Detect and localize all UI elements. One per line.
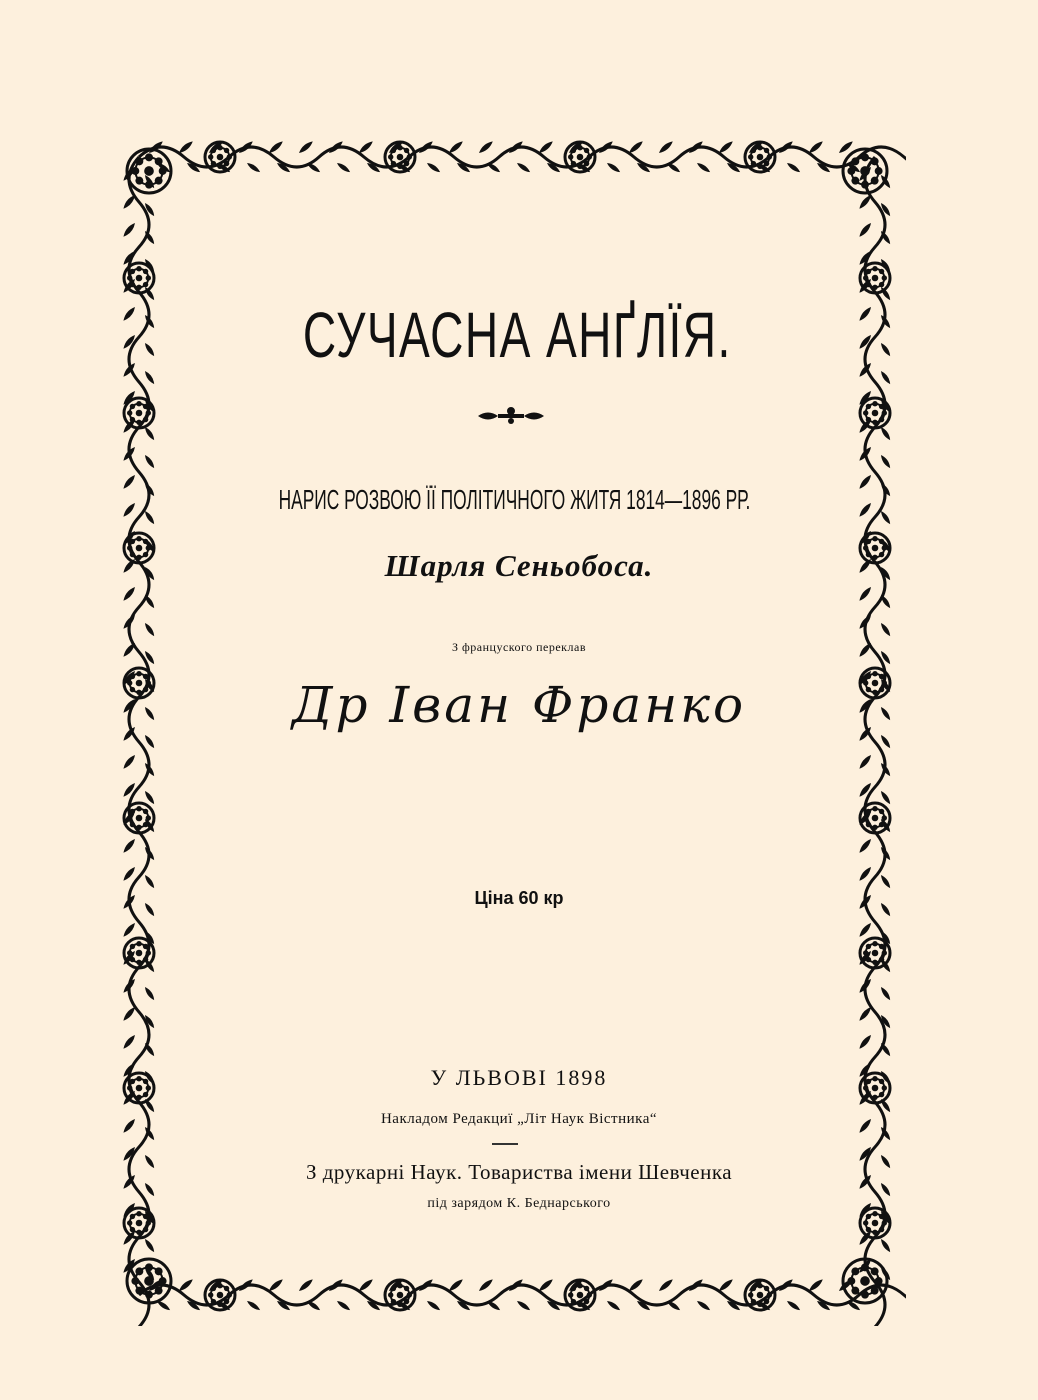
book-title: СУЧАСНА АНҐЛЇЯ. [302,299,732,371]
publisher-line: Накладом Редакциї „Літ Наук Вістника“ [380,1111,658,1127]
book-subtitle: НАРИС РОЗВОЮ ЇЇ ПОЛІТИЧНОГО ЖИТЯ 1814—1896 РР. [278,484,751,515]
price-label: Ціна 60 кр [474,888,564,908]
supervision-line: під зарядом К. Беднарського [427,1196,611,1211]
fleuron-divider-icon [476,405,546,427]
divider-rule [492,1143,518,1145]
author-name: Шарля Сеньобоса. [384,548,654,583]
translation-note: З француского переклав [451,640,586,654]
printer-line: З друкарні Наук. Товариства імени Шевченка [305,1160,733,1184]
translator-name: Др Іван Франко [291,676,747,734]
place-year: У ЛЬВОВІ 1898 [430,1065,608,1090]
